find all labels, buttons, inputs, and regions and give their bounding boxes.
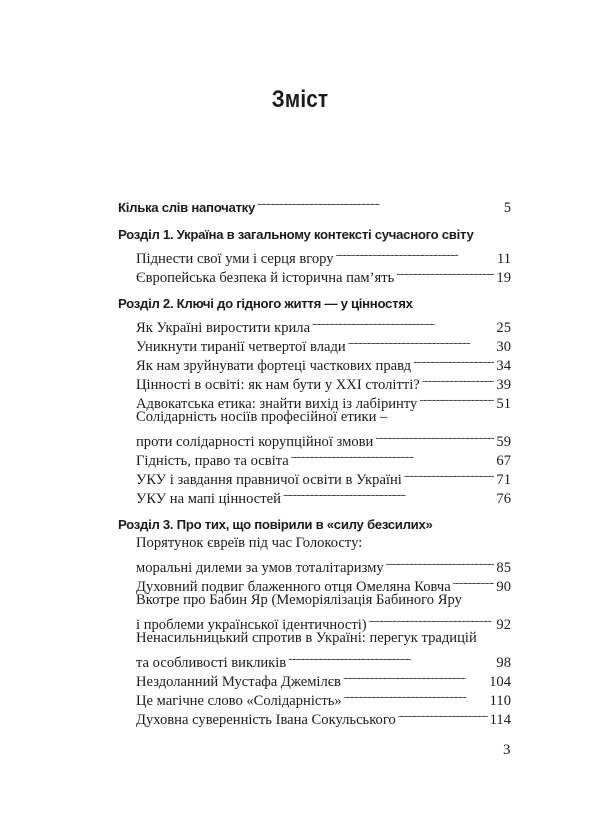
table-of-contents: [118, 193, 511, 728]
toc-entry-title: Як нам зруйнувати фортеці часткових правд: [136, 358, 412, 374]
toc-entry-page: 51: [496, 396, 511, 412]
toc-entry-page: 59: [496, 434, 511, 450]
dot-leader: [348, 332, 495, 351]
dot-leader: [343, 667, 487, 686]
dot-leader: [369, 610, 495, 629]
toc-entry-page: 25: [496, 320, 511, 336]
toc-entry-page: 5: [503, 200, 511, 216]
toc-intro-entry[interactable]: [118, 193, 511, 216]
toc-entry-page: 71: [496, 472, 511, 488]
toc-entry-title: Як Україні виростити крила: [136, 320, 311, 336]
toc-entry-page: 39: [496, 377, 511, 393]
toc-entry-title: Духовний подвиг блаженного отця Омеляна Ковча: [136, 579, 451, 595]
toc-entry-title: Адвокатська етика: знайти вихід із лабіринту: [136, 396, 418, 412]
dot-leader: [257, 193, 502, 212]
toc-entry-title: Гідність, право та освіта: [136, 453, 289, 469]
toc-entry-title: Піднести свої уми і серця вгору: [136, 251, 334, 267]
toc-entry-title: проти солідарності корупційної змови: [136, 434, 374, 450]
toc-entry-page: 76: [496, 491, 511, 507]
toc-entry-page: 92: [496, 617, 511, 633]
toc-entry-page: 11: [496, 251, 511, 267]
toc-entry-title: Духовна суверенність Івана Сокульського: [136, 712, 396, 728]
toc-entry-title: Кілька слів напочатку: [118, 200, 256, 215]
toc-entry-title: Порятунок євреїв під час Голокосту:: [136, 535, 363, 551]
dot-leader: [336, 244, 495, 263]
toc-entry-page: 85: [496, 560, 511, 576]
toc-entry-first-line[interactable]: [118, 629, 511, 648]
dot-leader: [453, 572, 495, 591]
toc-entry-first-line[interactable]: [118, 408, 511, 427]
dot-leader: [344, 686, 488, 705]
dot-leader: [422, 370, 495, 389]
toc-entry[interactable]: [118, 553, 511, 576]
toc-entry-page: 98: [496, 655, 511, 671]
dot-leader: [291, 446, 495, 465]
toc-entry[interactable]: [118, 610, 511, 633]
toc-entry-title: Це магічне слово «Солідарність»: [136, 693, 342, 709]
section-heading: Розділ 1. Україна в загальному контексті сучасного світу: [118, 227, 474, 242]
section-heading: Розділ 3. Про тих, що повірили в «силу безсилих»: [118, 517, 433, 532]
toc-entry-first-line[interactable]: [118, 534, 511, 553]
toc-entry-title: Уникнути тиранії четвертої влади: [136, 339, 346, 355]
dot-leader: [283, 484, 494, 503]
toc-entry-page: 104: [489, 674, 511, 690]
toc-entry-title: Нездоланний Мустафа Джемілєв: [136, 674, 341, 690]
dot-leader: [375, 427, 494, 446]
toc-entry-title: Вкотре про Бабин Яр (Меморіялізація Бабиного Яру: [136, 592, 462, 608]
toc-entry-title: моральні дилеми за умов тоталітаризму: [136, 560, 384, 576]
toc-entry[interactable]: [118, 244, 511, 267]
toc-entry-page: 67: [496, 453, 511, 469]
toc-entry-page: 90: [496, 579, 511, 595]
dot-leader: [288, 648, 494, 667]
dot-leader: [404, 465, 495, 484]
toc-entry-page: 19: [496, 270, 511, 286]
toc-entry-title: УКУ і завдання правничої освіти в Україні: [136, 472, 402, 488]
toc-entry[interactable]: [118, 427, 511, 450]
dot-leader: [398, 705, 488, 724]
dot-leader: [419, 389, 494, 408]
toc-entry[interactable]: [118, 313, 511, 336]
toc-entry-page: 34: [496, 358, 511, 374]
dot-leader: [413, 351, 494, 370]
toc-entry-page: 110: [489, 693, 511, 709]
section-heading: Розділ 2. Ключі до гідного життя — у цінностях: [118, 296, 413, 311]
page-number: 3: [503, 742, 511, 758]
toc-entry[interactable]: [118, 648, 511, 671]
toc-entry-page: 30: [496, 339, 511, 355]
toc-entry-title: Солідарність носіїв професійної етики –: [136, 409, 388, 425]
toc-entry-title: Європейська безпека й історична пам’ять: [136, 270, 395, 286]
toc-entry-title: та особливості викликів: [136, 655, 287, 671]
toc-entry-title: Ненасильницький спротив в Україні: перегук традицій: [136, 630, 477, 646]
toc-entry-title: і проблеми української ідентичності): [136, 617, 367, 633]
page-title: Зміст: [271, 86, 329, 113]
toc-entry-title: УКУ на мапі цінностей: [136, 491, 281, 507]
toc-entry-first-line[interactable]: [118, 591, 511, 610]
toc-entry-title: Цінності в освіті: як нам бути у ХХІ столітті?: [136, 377, 420, 393]
dot-leader: [312, 313, 494, 332]
dot-leader: [396, 263, 494, 282]
toc-entry-page: 114: [489, 712, 511, 728]
dot-leader: [386, 553, 495, 572]
